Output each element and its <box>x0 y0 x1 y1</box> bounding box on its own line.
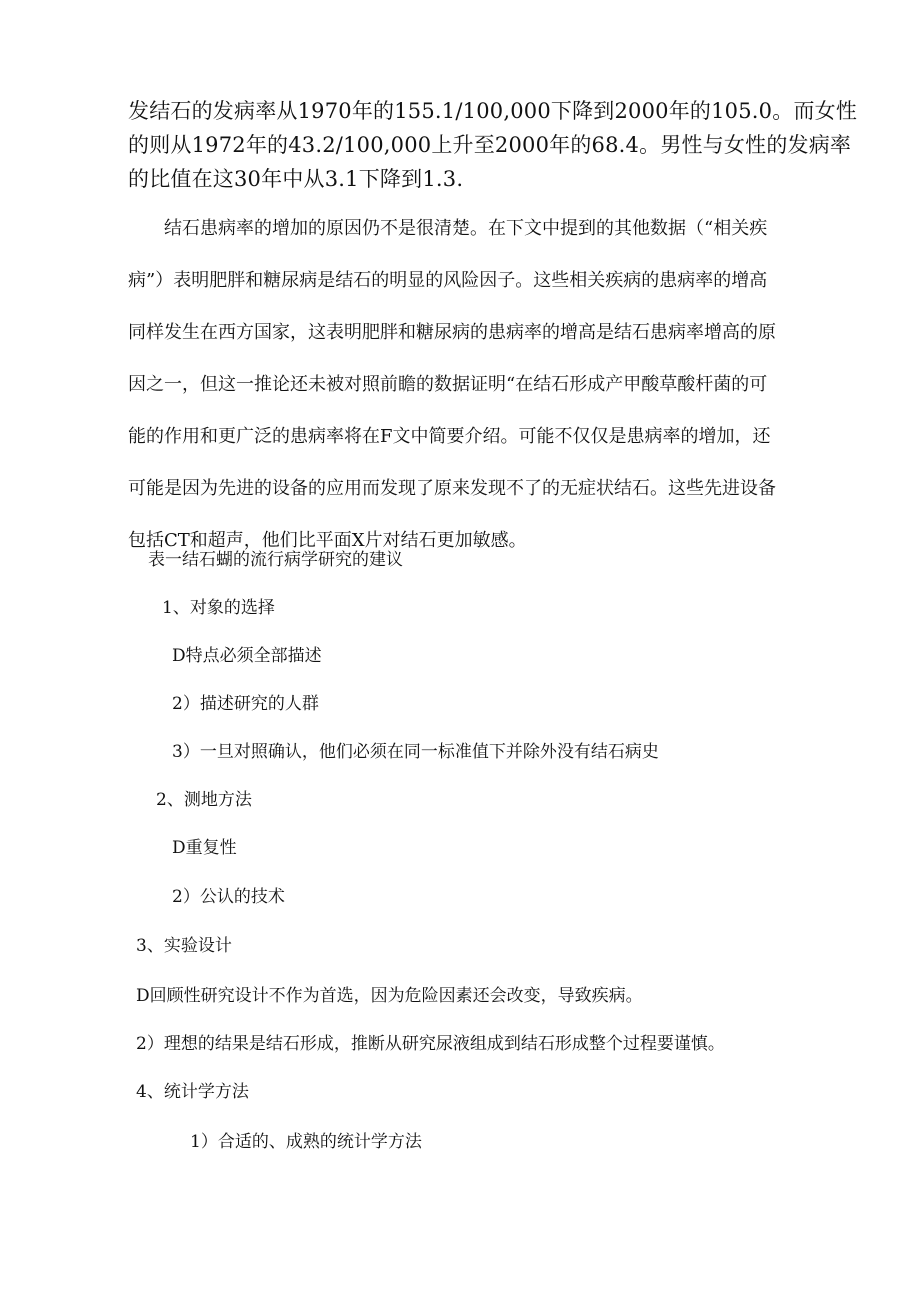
main-line-1: 结石患病率的增加的原因仍不是很清楚。在下文中提到的其他数据（“相关疾 <box>164 218 768 239</box>
section-1-item-3: 3）一旦对照确认，他们必须在同一标准值下并除外没有结石病史 <box>172 742 659 762</box>
table-title: 表一结石蝴的流行病学研究的建议 <box>148 550 403 570</box>
intro-line-1: 发结石的发病率从1970年的155.1/100,000下降到2000年的105.0。而女性 <box>128 99 858 123</box>
main-line-2: 病”）表明肥胖和糖尿病是结石的明显的风险因子。这些相关疾病的患病率的增高 <box>128 270 768 291</box>
main-line-3: 同样发生在西方国家，这表明肥胖和糖尿病的患病率的增高是结石患病率增高的原 <box>128 322 776 343</box>
section-4-title: 4、统计学方法 <box>136 1082 249 1102</box>
section-3-item-2: 2）理想的结果是结石形成，推断从研究尿液组成到结石形成整个过程要谨慎。 <box>136 1034 725 1054</box>
section-4-item-1: 1）合适的、成熟的统计学方法 <box>190 1132 422 1152</box>
main-line-7: 包括CT和超声，他们比平面X片对结石更加敏感。 <box>128 530 527 551</box>
section-2-title: 2、测地方法 <box>156 790 252 810</box>
intro-line-3: 的比值在这30年中从3.1下降到1.3. <box>128 167 464 191</box>
section-1-title: 1、对象的选择 <box>162 598 275 618</box>
section-1-item-1: D特点必须全部描述 <box>172 646 322 666</box>
section-3-item-1: D回顾性研究设计不作为首选，因为危险因素还会改变，导致疾病。 <box>136 986 643 1006</box>
main-line-5: 能的作用和更广泛的患病率将在F文中简要介绍。可能不仅仅是患病率的增加，还 <box>128 426 771 447</box>
main-line-6: 可能是因为先进的设备的应用而发现了原来发现不了的无症状结石。这些先进设备 <box>128 478 776 499</box>
section-2-item-1: D重复性 <box>172 838 237 858</box>
section-3-title: 3、实验设计 <box>136 936 232 956</box>
main-line-4: 因之一，但这一推论还未被对照前瞻的数据证明“在结石形成产甲酸草酸杆菌的可 <box>128 374 768 395</box>
section-2-item-2: 2）公认的技术 <box>172 887 285 907</box>
intro-paragraph <box>128 94 858 196</box>
intro-line-2: 的则从1972年的43.2/100,000上升至2000年的68.4。男性与女性的发病率 <box>128 133 852 157</box>
section-1-item-2: 2）描述研究的人群 <box>172 694 319 714</box>
main-paragraph <box>128 203 800 567</box>
